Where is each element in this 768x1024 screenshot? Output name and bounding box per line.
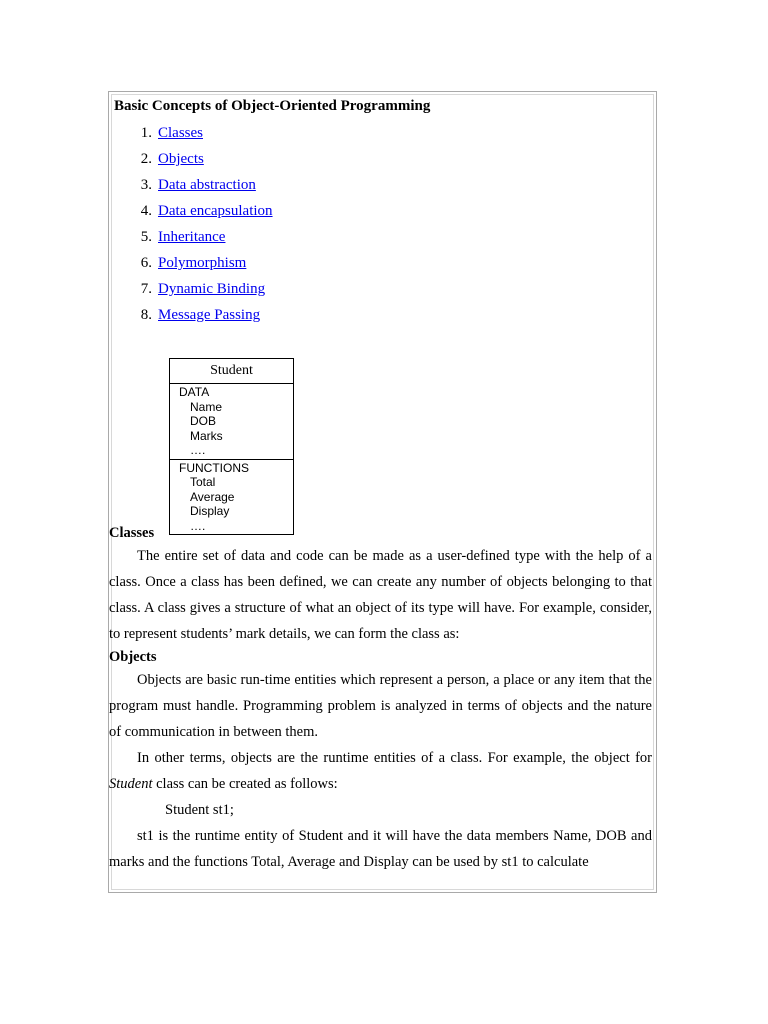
objects-paragraph-2-start: In other terms, objects are the runtime entities of a class. For example, the object for — [137, 750, 652, 766]
class-data-section — [170, 384, 293, 459]
toc-number: 4. — [140, 203, 152, 219]
data-item: …. — [190, 443, 206, 457]
data-item: Marks — [190, 428, 223, 443]
toc-link-objects[interactable]: Objects — [158, 151, 204, 167]
function-item: Average — [190, 489, 235, 504]
student-class-italic: Student — [109, 776, 153, 792]
objects-paragraph-2 — [109, 745, 652, 797]
toc-link-inheritance[interactable]: Inheritance — [158, 229, 226, 245]
toc-item-classes — [114, 120, 651, 146]
classes-heading: Classes — [109, 525, 155, 541]
body-text — [109, 523, 652, 875]
toc-link-data-abstraction[interactable]: Data abstraction — [158, 177, 256, 193]
data-item: DOB — [190, 414, 217, 428]
objects-paragraph-1: Objects are basic run-time entities which represent a person, a place or any item that the program must handle. Programming problem is analyzed in terms of objects and the nature of communication in between them. — [109, 672, 652, 740]
toc-item-dynamic-binding — [114, 276, 651, 302]
toc-item-message-passing — [114, 302, 651, 328]
table-of-contents — [114, 120, 651, 328]
toc-link-polymorphism[interactable]: Polymorphism — [158, 255, 247, 271]
toc-item-polymorphism — [114, 250, 651, 276]
function-item: …. — [190, 518, 206, 533]
toc-number: 7. — [140, 281, 152, 297]
toc-item-inheritance — [114, 224, 651, 250]
toc-item-objects — [114, 146, 651, 172]
code-example: Student st1; — [165, 802, 234, 818]
objects-paragraph-2-end: class can be created as follows: — [152, 776, 338, 792]
document-page — [108, 91, 657, 893]
toc-number: 8. — [140, 307, 152, 323]
toc-number: 5. — [140, 229, 152, 245]
class-diagram-name: Student — [170, 359, 293, 384]
document-content — [114, 96, 651, 328]
toc-link-data-encapsulation[interactable]: Data encapsulation — [158, 203, 273, 219]
data-item: Name — [190, 399, 223, 414]
document-title: Basic Concepts of Object-Oriented Programming — [114, 98, 431, 114]
toc-link-classes[interactable]: Classes — [158, 125, 203, 141]
student-class-diagram — [169, 358, 294, 535]
toc-item-data-abstraction — [114, 172, 651, 198]
objects-heading: Objects — [109, 649, 157, 665]
classes-paragraph: The entire set of data and code can be made as a user-defined type with the help of a class. Once a class has been defined, we can create any number of objects belonging to that class. A class gives a structure of what an object of its type will have. For example, consider, to represent students’ mark details, we can form the class as: — [109, 548, 652, 642]
toc-item-data-encapsulation — [114, 198, 651, 224]
toc-number: 6. — [140, 255, 152, 271]
toc-number: 3. — [140, 177, 152, 193]
toc-number: 2. — [140, 151, 152, 167]
toc-link-dynamic-binding[interactable]: Dynamic Binding — [158, 281, 266, 297]
function-item: Display — [190, 504, 230, 518]
data-label: DATA — [179, 385, 210, 399]
toc-link-message-passing[interactable]: Message Passing — [158, 307, 261, 323]
toc-number: 1. — [140, 125, 152, 141]
functions-label: FUNCTIONS — [179, 460, 249, 475]
function-item: Total — [190, 475, 216, 489]
objects-paragraph-3: st1 is the runtime entity of Student and it will have the data members Name, DOB and marks and the functions Total, Average and Display can be used by st1 to calculate — [109, 828, 652, 870]
